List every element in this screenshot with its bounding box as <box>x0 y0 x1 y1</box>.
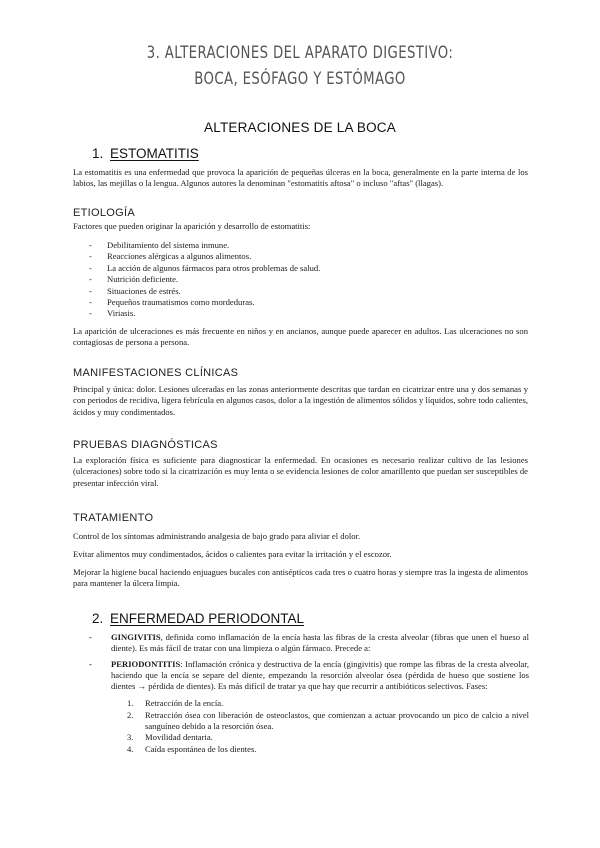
tratamiento-text-2: Evitar alimentos muy condimentados, ácidos o calientes para evitar la irritación y el escozor. <box>73 549 392 559</box>
heading-periodontal <box>92 611 304 626</box>
etiologia-heading: ETIOLOGÍA <box>73 207 135 219</box>
periodontitis-text: : Inflamación crónica y destructiva de la encía (gingivitis) que rompe las fibras de la cresta alveolar, haciendo que la encía se separe del diente, empezando la resorción alveolar ósea (pérdida de hueso que sostiene los dientes → pérdida de dientes). Es más difícil de tratar ya que hay que recurrir a antibióticos selectivos. Fases: <box>111 658 529 692</box>
etiologia-intro: Factores que pueden originar la aparición y desarrollo de estomatitis: <box>73 221 311 231</box>
tratamiento-heading: TRATAMIENTO <box>73 512 154 524</box>
list-item-text: Retracción ósea con liberación de osteoclastos, que comienzan a actuar provocando un pico de calcio a nivel sanguíneo debido a la resorción ósea. <box>145 709 529 732</box>
gingivitis-text: , definida como inflamación de la encía hasta las fibras de la cresta alveolar (fibras que unen el hueso al diente). Es más fácil de tratar con una limpieza o algún fármaco. Precede a: <box>111 632 529 654</box>
list-item: - Situaciones de estrés. <box>89 286 320 297</box>
manifestaciones-heading: MANIFESTACIONES CLÍNICAS <box>73 367 239 379</box>
list-item-number: 3. <box>127 732 134 743</box>
pruebas-text: La exploración física es suficiente para diagnosticar la enfermedad. En ocasiones es necesario realizar cultivo de las lesiones (ulceraciones) sobre todo si la cicatrización es muy lenta o se evidencia lesiones de color amarillento que puedan ser susceptibles de presentar infección viral. <box>73 455 528 488</box>
heading-text: ENFERMEDAD PERIODONTAL <box>110 611 305 626</box>
document-title <box>0 40 600 92</box>
heading-text: ESTOMATITIS <box>110 146 199 161</box>
pruebas-heading: PRUEBAS DIAGNÓSTICAS <box>73 439 218 451</box>
gingivitis-term: GINGIVITIS <box>111 632 161 642</box>
heading-estomatitis <box>92 146 199 161</box>
list-item: - Pequeños traumatismos como mordeduras. <box>89 297 320 308</box>
document-title-line-1: 3. ALTERACIONES DEL APARATO DIGESTIVO: <box>146 43 454 63</box>
fases-list <box>111 698 529 754</box>
heading-number: 1. <box>92 146 104 161</box>
list-item: - Reacciones alérgicas a algunos alimentos. <box>89 251 320 262</box>
list-item <box>111 744 529 755</box>
list-item: - Nutrición deficiente. <box>89 274 320 285</box>
list-item-number: 2. <box>127 709 134 720</box>
list-item <box>111 698 529 709</box>
list-item-number: 4. <box>127 743 134 754</box>
list-item-number: 1. <box>127 698 134 709</box>
list-item <box>111 732 529 743</box>
document-title-line-2: BOCA, ESÓFAGO Y ESTÓMAGO <box>194 69 406 89</box>
periodontal-list <box>89 632 529 759</box>
section-title: ALTERACIONES DE LA BOCA <box>204 120 396 135</box>
list-item-text: Retracción de la encía. <box>145 698 224 709</box>
list-item-text: Movilidad dentaria. <box>145 732 213 743</box>
tratamiento-text-1: Control de los síntomas administrando analgesia de bajo grado para aliviar el dolor. <box>73 531 361 541</box>
gingivitis-item <box>89 632 529 655</box>
tratamiento-text-3: Mejorar la higiene bucal haciendo enjuagues bucales con antisépticos cada tres o cuatro horas y siempre tras la ingesta de alimentos para mantener la úlcera limpia. <box>73 567 528 589</box>
list-item <box>111 710 529 733</box>
estomatitis-intro: La estomatitis es una enfermedad que provoca la aparición de pequeñas úlceras en la boca, generalmente en la parte interna de los labios, las mejillas o la lengua. Algunos autores la denominan "estomatitis aftosa" o incluso "aftas" (llagas). <box>73 167 528 189</box>
list-item-text: Caída espontánea de los dientes. <box>145 743 257 754</box>
manifestaciones-text: Principal y única: dolor. Lesiones ulceradas en las zonas anteriormente descritas que tardan en cicatrizar entre una y dos semanas y con periodos de recidiva, ligera febrícula en algunos casos, dolor a la ingestión de alimentos sólidos y líquidos, sobre todo calientes, ácidos y muy condimentados. <box>73 384 528 417</box>
list-item: - Viriasis. <box>89 308 320 319</box>
frecuencia-text: La aparición de ulceraciones es más frecuente en niños y en ancianos, aunque puede aparecer en adultos. Las ulceraciones no son contagiosas de persona a persona. <box>73 326 528 348</box>
heading-number: 2. <box>92 611 104 626</box>
factores-list <box>89 240 320 320</box>
list-item: - La acción de algunos fármacos para otros problemas de salud. <box>89 263 320 274</box>
periodontitis-term: PERIODONTITIS <box>111 658 181 669</box>
periodontitis-item <box>89 659 529 755</box>
list-item: - Debilitamiento del sistema inmune. <box>89 240 320 251</box>
